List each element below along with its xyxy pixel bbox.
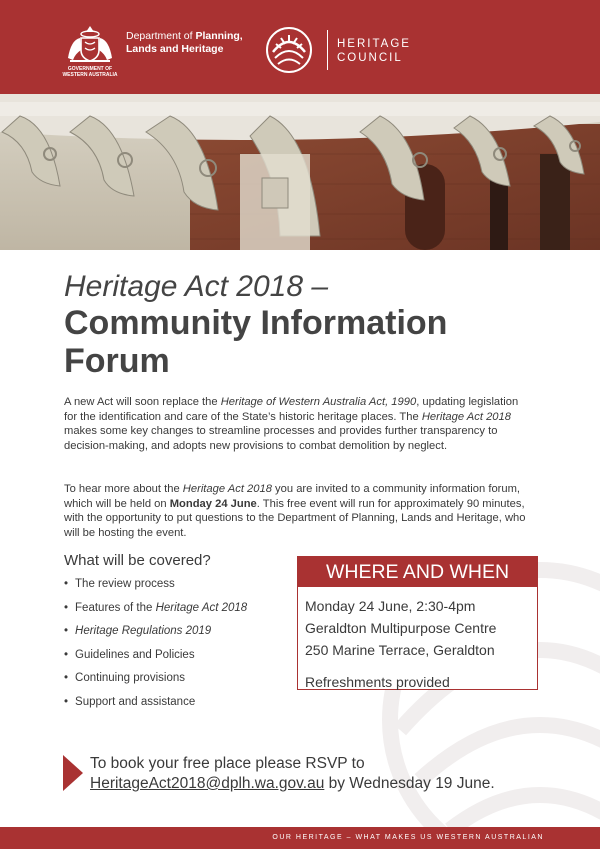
p2-text-e: . This free event will run for approximately 90 minutes, with the opportunity to put questions to the Department of Planning, Lands and Heritage, who will be hosting the event.	[64, 497, 526, 539]
covered-item-2b: Heritage Act 2018	[155, 601, 248, 614]
list-item	[64, 578, 247, 602]
intro-paragraph-1	[64, 395, 534, 453]
heritage-building-photo	[0, 94, 600, 250]
dept-bold2: Lands and Heritage	[126, 43, 224, 55]
government-label	[55, 66, 125, 78]
hc-line2: COUNCIL	[337, 52, 403, 64]
title-line2: Community Information	[64, 304, 448, 342]
header-banner	[0, 0, 600, 94]
p2-text-b: Heritage Act 2018	[182, 483, 272, 495]
event-venue: Geraldton Multipurpose Centre	[305, 620, 497, 636]
covered-heading: What will be covered?	[64, 552, 211, 569]
wa-coat-of-arms-icon	[64, 24, 116, 64]
p1-text-e: makes some key changes to streamline processes and provides further transparency to decision-making, and adopts new provisions to combat demolition by neglect.	[64, 425, 498, 452]
where-when-heading: WHERE AND WHEN	[298, 557, 537, 587]
p2-text-d: Monday 24 June	[169, 497, 257, 510]
p1-text-d: Heritage Act 2018	[421, 410, 511, 423]
logo-divider	[327, 30, 328, 70]
event-refreshments: Refreshments provided	[305, 674, 450, 690]
list-item	[64, 649, 247, 673]
list-item	[64, 672, 247, 696]
covered-item-1: The review process	[75, 578, 175, 590]
heritage-council-logo-icon	[265, 26, 313, 74]
title-line1: Heritage Act 2018 –	[64, 270, 329, 303]
p1-text-a: A new Act will soon replace the	[64, 396, 221, 408]
gov-line1: GOVERNMENT OF	[67, 66, 113, 72]
covered-item-6: Support and assistance	[75, 695, 196, 708]
footer-banner	[0, 827, 600, 849]
list-item	[64, 602, 247, 626]
p2-text-a: To hear more about the	[64, 483, 183, 495]
p2-text-c: you are invited to a community information forum, which will be held on	[64, 483, 521, 510]
covered-item-2a: Features of the	[75, 601, 156, 614]
event-date-time: Monday 24 June, 2:30-4pm	[305, 598, 476, 614]
rsvp-email-link[interactable]: HeritageAct2018@dplh.wa.gov.au	[90, 775, 325, 792]
covered-item-5: Continuing provisions	[75, 672, 185, 684]
page-title	[64, 270, 544, 380]
rsvp-deadline: by Wednesday 19 June.	[324, 775, 495, 792]
covered-list	[64, 578, 247, 719]
department-name	[126, 30, 243, 56]
heritage-council-label	[337, 37, 411, 65]
event-address: 250 Marine Terrace, Geraldton	[305, 642, 495, 658]
list-item	[64, 696, 247, 720]
intro-paragraph-2	[64, 482, 534, 540]
where-when-body	[298, 587, 537, 693]
dept-bold1: Planning,	[195, 30, 243, 42]
p1-text-b: Heritage of Western Australia Act, 1990	[220, 396, 417, 408]
list-item	[64, 625, 247, 649]
where-when-box	[297, 556, 538, 690]
rsvp-arrow-icon	[63, 755, 83, 791]
hc-line1: HERITAGE	[337, 38, 411, 50]
dept-prefix: Department of	[126, 30, 196, 42]
covered-item-3: Heritage Regulations 2019	[75, 625, 212, 637]
footer-tagline: OUR HERITAGE – WHAT MAKES US WESTERN AUSTRALIAN	[272, 834, 544, 841]
gov-line2: WESTERN AUSTRALIA	[62, 72, 118, 78]
title-line3: Forum	[64, 342, 170, 380]
p1-text-c: , updating legislation for the identification and care of the State’s historic heritage places. The	[64, 396, 519, 423]
rsvp-block	[90, 754, 495, 794]
covered-item-4: Guidelines and Policies	[75, 648, 195, 661]
rsvp-line1: To book your free place please RSVP to	[90, 755, 365, 772]
